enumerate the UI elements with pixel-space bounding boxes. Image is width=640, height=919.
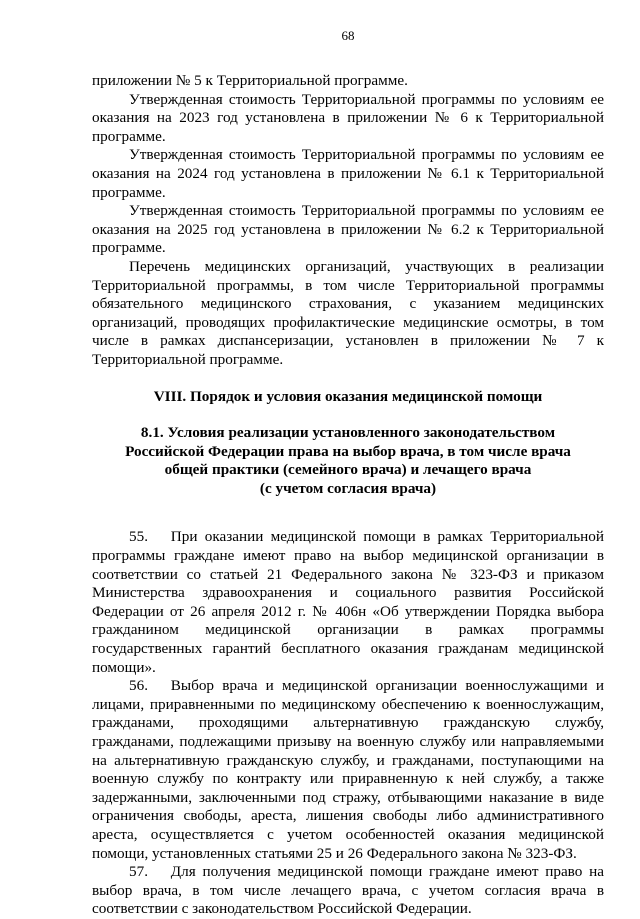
paragraph: Перечень медицинских организаций, участвующих в реализации Территориальной программы, в том числе Территориальной программы обязательного медицинского страхования, с указанием медицинских организаций, проводящих профилактические медицинские осмотры, в том числе в рамках диспансеризации, установлен в приложении № 7 к Территориальной программе.	[92, 257, 604, 368]
subsection-title-line: 8.1. Условия реализации установленного законодательством	[140, 424, 556, 442]
paragraph: Утвержденная стоимость Территориальной программы по условиям ее оказания на 2025 год установлена в приложении № 6.2 к Территориальной программе.	[92, 202, 604, 257]
paragraph-56: 56. Выбор врача и медицинской организации военнослужащими и лицами, приравненными по медицинскому обеспечению к военнослужащим, гражданами, проходящими альтернативную гражданскую службу, гражданами, подлежащими призыву на военную службу или направляемыми на альтернативную гражданскую службу, и гражданами, поступающими на военную службу по контракту или приравненную к ней службу, а также задержанными, заключенными под стражу, отбывающими наказание в виде ограничения свободы, ареста, лишения свободы либо административного ареста, осуществляется с учетом особенностей оказания медицинской помощи, установленных статьями 25 и 26 Федерального закона № 323-ФЗ.	[92, 677, 604, 862]
paragraph: приложении № 5 к Территориальной программе.	[92, 72, 408, 89]
subsection-title-line: Российской Федерации права на выбор врача, в том числе врача	[125, 442, 571, 460]
subsection-title	[92, 424, 604, 498]
subsection-title-line: (с учетом согласия врача)	[259, 479, 437, 497]
paragraph: Утвержденная стоимость Территориальной программы по условиям ее оказания на 2023 год установлена в приложении № 6 к Территориальной программе.	[92, 90, 604, 145]
page-number: 68	[341, 28, 355, 43]
section-title: VIII. Порядок и условия оказания медицинской помощи	[153, 387, 543, 405]
paragraph-57: 57. Для получения медицинской помощи граждане имеют право на выбор врача, в том числе лечащего врача, с учетом согласия врача в соответствии с законодательством Российской Федерации.	[92, 863, 604, 918]
paragraphs-before	[92, 72, 604, 370]
paragraph-55: 55. При оказании медицинской помощи в рамках Территориальной программы граждане имеют право на выбор медицинской организации в соответствии со статьей 21 Федерального закона № 323-ФЗ и приказом Министерства здравоохранения и социального развития Российской Федерации от 26 апреля 2012 г. № 406н «Об утверждении Порядка выбора гражданином медицинской организации в рамках программы государственных гарантий бесплатного оказания гражданам медицинской помощи».	[92, 528, 604, 676]
paragraphs-after	[92, 528, 604, 918]
subsection-title-line: общей практики (семейного врача) и лечащего врача	[164, 461, 532, 479]
paragraph: Утвержденная стоимость Территориальной программы по условиям ее оказания на 2024 год установлена в приложении № 6.1 к Территориальной программе.	[92, 146, 604, 201]
